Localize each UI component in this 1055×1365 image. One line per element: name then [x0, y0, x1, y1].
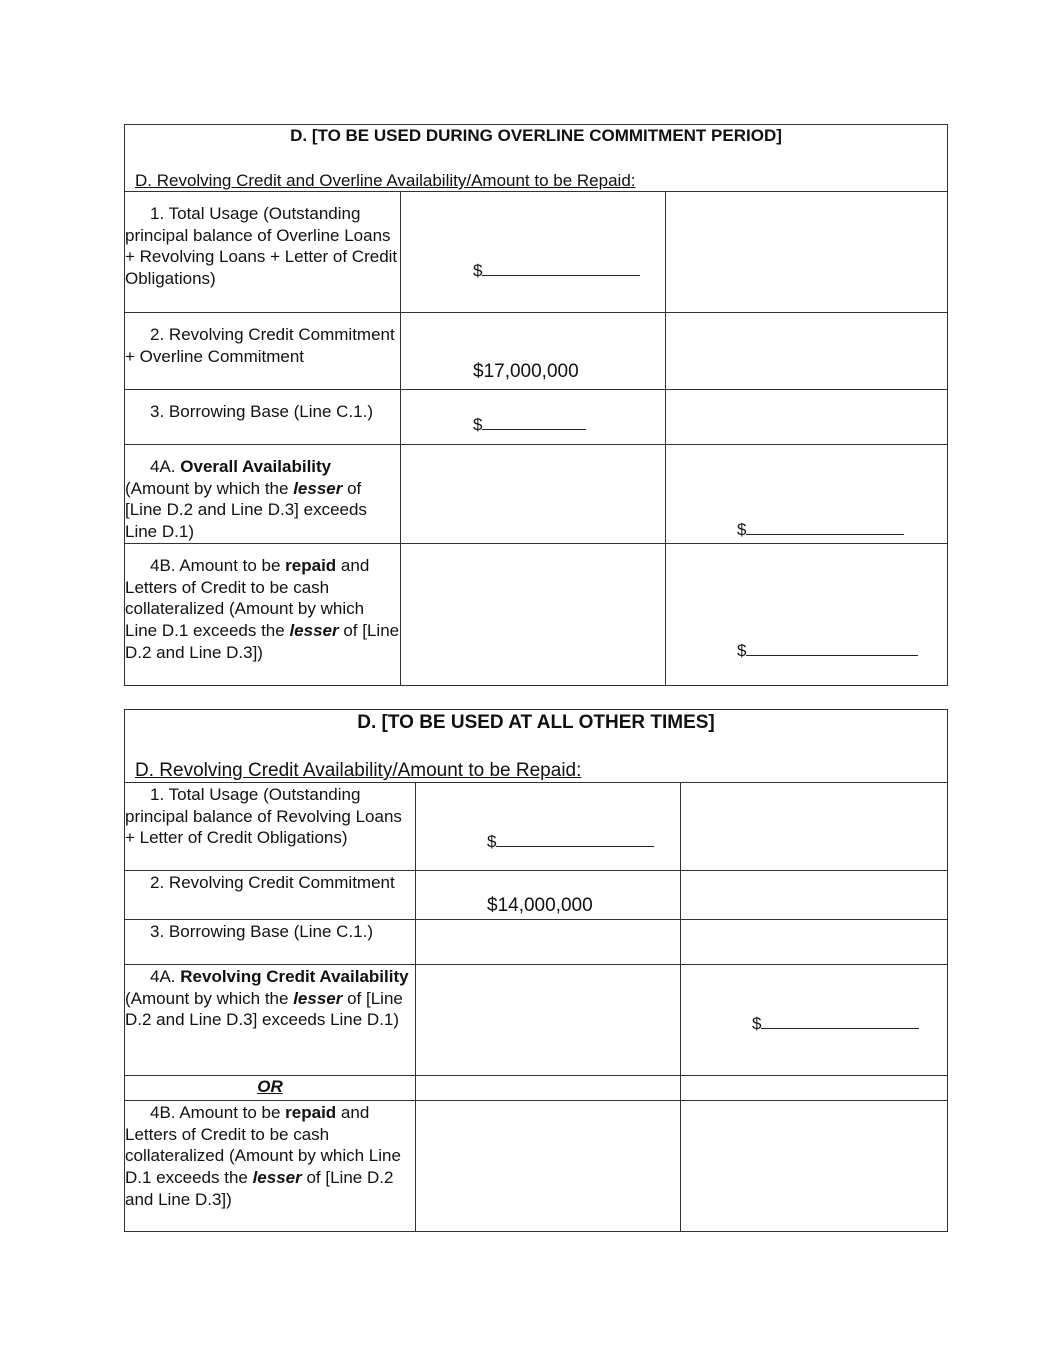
table-title: D. [TO BE USED AT ALL OTHER TIMES]	[357, 712, 715, 733]
row-label-amount-repaid	[125, 544, 401, 686]
fill-in-line	[496, 831, 654, 847]
table-subtitle-text: D. Revolving Credit Availability/Amount to be Repaid	[135, 760, 577, 781]
row-number: 1.	[150, 785, 165, 804]
row-number: 4B.	[150, 1103, 176, 1122]
row-label-commitment	[125, 871, 416, 920]
table-row	[125, 390, 948, 445]
row-text: Amount to be	[179, 1103, 286, 1122]
result-cell	[666, 313, 948, 390]
value-cell	[416, 965, 681, 1076]
value-cell	[401, 313, 666, 390]
table-row	[125, 783, 948, 871]
revolving-availability-blank	[752, 1013, 919, 1034]
value-cell	[401, 390, 666, 445]
fill-in-line	[746, 519, 904, 535]
dollar-sign: $	[737, 520, 747, 539]
row-number: 4A.	[150, 967, 176, 986]
table-subtitle	[135, 760, 581, 782]
row-number: 3.	[150, 922, 165, 941]
row-text: of [Line D.2 and Line D.3])	[125, 1168, 394, 1209]
row-text: of [Line D.2 and Line D.3] exceeds Line D.1)	[125, 988, 403, 1030]
dollar-sign: $	[752, 1014, 762, 1033]
row-text: and Letters of Credit to be cash collateralized (Amount by which Line D.1 exceeds the	[125, 1103, 401, 1188]
result-cell	[666, 544, 948, 686]
table-row	[125, 544, 948, 686]
value-cell	[416, 1101, 681, 1232]
row-text: Total Usage (Outstanding principal balance of Revolving Loans + Letter of Credit Obligations)	[125, 785, 402, 848]
row-label-overall-availability	[125, 445, 401, 544]
table-title: D. [TO BE USED DURING OVERLINE COMMITMENT PERIOD]	[290, 126, 782, 145]
row-text-emphasis: lesser	[252, 1168, 302, 1188]
table-row	[125, 871, 948, 920]
value-cell	[416, 920, 681, 965]
table-row	[125, 920, 948, 965]
row-label-borrowing-base	[125, 920, 416, 965]
commitment-amount: $17,000,000	[473, 361, 579, 382]
borrowing-base-blank	[473, 414, 586, 435]
row-text: Total Usage (Outstanding principal balance of Overline Loans + Revolving Loans + Letter of Credit Obligations)	[125, 204, 398, 289]
result-cell	[681, 920, 948, 965]
table-header-row	[125, 710, 948, 783]
fill-in-line	[482, 260, 640, 276]
fill-in-line	[746, 640, 918, 656]
result-cell	[681, 965, 948, 1076]
row-text-bold: Overall Availability	[180, 457, 332, 476]
table-header-row	[125, 125, 948, 192]
fill-in-line	[761, 1013, 919, 1029]
table-row	[125, 1101, 948, 1232]
result-cell	[681, 1101, 948, 1232]
dollar-sign: $	[473, 261, 483, 280]
row-text-bold: repaid	[285, 1103, 337, 1122]
table-subtitle-colon: :	[630, 171, 636, 190]
table-row	[125, 192, 948, 313]
or-separator: OR	[125, 1076, 416, 1101]
amount-repaid-blank	[737, 640, 918, 661]
row-text: (Amount by which the	[125, 988, 294, 1008]
table-row	[125, 965, 948, 1076]
row-text: Amount to be	[179, 556, 286, 575]
value-cell	[416, 783, 681, 871]
row-text: and Letters of Credit to be cash collateralized (Amount by which Line D.1 exceeds the	[125, 556, 370, 641]
row-number: 4A.	[150, 457, 176, 476]
value-cell	[401, 192, 666, 313]
row-label-amount-repaid	[125, 1101, 416, 1232]
total-usage-blank	[473, 260, 640, 281]
row-label-commitment	[125, 313, 401, 390]
fill-in-line	[482, 414, 586, 430]
row-text-emphasis: lesser	[293, 988, 343, 1008]
row-label-total-usage	[125, 783, 416, 871]
table-row	[125, 313, 948, 390]
row-label-borrowing-base	[125, 390, 401, 445]
row-text: Borrowing Base (Line C.1.)	[168, 402, 374, 421]
other-times-table	[124, 709, 948, 1232]
result-cell	[666, 445, 948, 544]
row-text: of [Line D.2 and Line D.3] exceeds Line D.1)	[125, 478, 367, 542]
table-row	[125, 445, 948, 544]
table-row	[125, 1076, 948, 1101]
result-cell	[681, 871, 948, 920]
result-cell	[666, 192, 948, 313]
total-usage-blank	[487, 831, 654, 852]
row-text-emphasis: lesser	[293, 478, 343, 498]
table-subtitle-text: D. Revolving Credit and Overline Availability/Amount to be Repaid	[135, 171, 631, 190]
commitment-amount: $14,000,000	[487, 895, 593, 916]
row-text: Borrowing Base (Line C.1.)	[168, 922, 374, 941]
result-cell	[666, 390, 948, 445]
table-subtitle-colon: :	[576, 760, 582, 781]
value-cell	[401, 544, 666, 686]
row-number: 3.	[150, 402, 165, 421]
row-text: (Amount by which the	[125, 478, 294, 498]
table-header	[125, 125, 948, 192]
dollar-sign: $	[737, 641, 747, 660]
result-cell	[681, 783, 948, 871]
row-number: 2.	[150, 325, 165, 344]
row-text: Revolving Credit Commitment + Overline Commitment	[125, 325, 395, 366]
row-text: Revolving Credit Commitment	[168, 873, 395, 892]
dollar-sign: $	[473, 415, 483, 434]
overline-period-table	[124, 124, 948, 686]
table-header	[125, 710, 948, 783]
row-number: 2.	[150, 873, 165, 892]
value-cell	[401, 445, 666, 544]
dollar-sign: $	[487, 832, 497, 851]
row-text-bold: repaid	[285, 556, 337, 575]
row-text-bold: Revolving Credit Availability	[180, 967, 409, 986]
overall-availability-blank	[737, 519, 904, 540]
row-text: of [Line D.2 and Line D.3])	[125, 621, 400, 662]
result-cell	[681, 1076, 948, 1101]
row-text-emphasis: lesser	[289, 621, 339, 641]
row-number: 4B.	[150, 556, 176, 575]
row-number: 1.	[150, 204, 165, 223]
value-cell	[416, 1076, 681, 1101]
table-subtitle	[135, 171, 636, 191]
row-label-total-usage	[125, 192, 401, 313]
row-label-revolving-availability	[125, 965, 416, 1076]
value-cell	[416, 871, 681, 920]
